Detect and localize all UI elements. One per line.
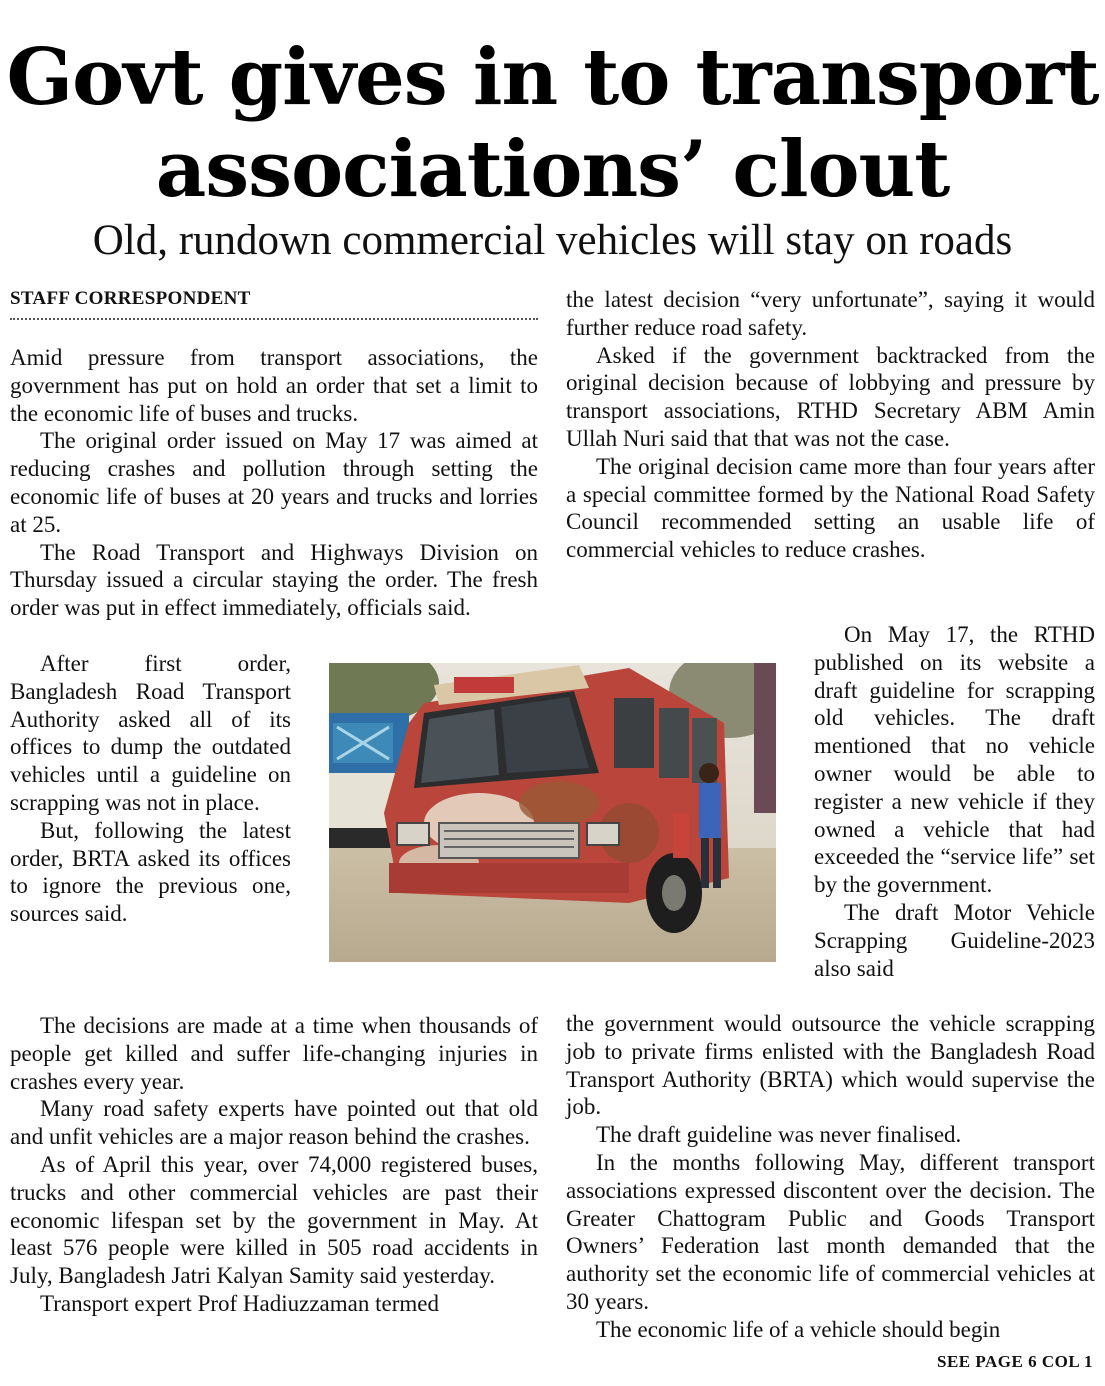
paragraph: the latest decision “very unfortunate”, saying it would further reduce road safety. bbox=[566, 287, 1095, 340]
right-column-bottom bbox=[566, 1010, 1095, 1344]
paragraph: The original order issued on May 17 was aimed at reducing crashes and pollution through setting the economic life of buses at 20 years and trucks and lorries at 25. bbox=[10, 428, 538, 537]
paragraph: Transport expert Prof Hadiuzzaman termed bbox=[40, 1290, 439, 1316]
byline: STAFF CORRESPONDENT bbox=[10, 288, 538, 320]
paragraph: Amid pressure from transport associations, the government has put on hold an order that set a limit to the economic life of buses and trucks. bbox=[10, 345, 538, 426]
continuation-jump-line: SEE PAGE 6 COL 1 bbox=[937, 1352, 1093, 1371]
paragraph: The decisions are made at a time when thousands of people get killed and suffer life-changing injuries in crashes every year. bbox=[10, 1013, 538, 1094]
paragraph: After first order, Bangladesh Road Transport Authority asked all of its offices to dump the outdated vehicles until a guideline on scrapping was not in place. bbox=[10, 651, 291, 815]
paragraph: In the months following May, different transport associations expressed discontent over the decision. The Greater Chattogram Public and Goods Transport Owners’ Federation last month demanded that the authority set the economic life of commercial vehicles at 30 years. bbox=[566, 1149, 1095, 1314]
subheadline: Old, rundown commercial vehicles will stay on roads bbox=[92, 217, 1013, 264]
right-column-beside-photo bbox=[814, 621, 1095, 982]
right-column-top bbox=[566, 286, 1095, 564]
paragraph: On May 17, the RTHD published on its website a draft guideline for scrapping old vehicles. The draft mentioned that no vehicle owner would be able to register a new vehicle if they owned a vehicle that had exceeded the “service life” set by the government. bbox=[814, 622, 1095, 898]
headline bbox=[0, 32, 1105, 216]
paragraph: The Road Transport and Highways Division on Thursday issued a circular staying the order. The fresh order was put in effect immediately, officials said. bbox=[10, 539, 538, 621]
paragraph: The draft Motor Vehicle Scrapping Guideline-2023 also said bbox=[814, 899, 1095, 981]
paragraph: But, following the latest order, BRTA asked its offices to ignore the previous one, sources said. bbox=[10, 817, 291, 927]
headline-line-1: Govt gives in to transport bbox=[6, 32, 1099, 123]
headline-line-2: associations’ clout bbox=[155, 124, 950, 215]
left-column-beside-photo bbox=[10, 650, 291, 928]
paragraph: The economic life of a vehicle should begin bbox=[596, 1316, 1001, 1342]
paragraph: The draft guideline was never finalised. bbox=[596, 1122, 962, 1148]
paragraph: the government would outsource the vehicle scrapping job to private firms enlisted with the Bangladesh Road Transport Authority (BRTA) which would supervise the job. bbox=[566, 1011, 1095, 1120]
paragraph: The original decision came more than four years after a special committee formed by the National Road Safety Council recommended setting an usable life of commercial vehicles to reduce crashes. bbox=[566, 453, 1095, 563]
bus-photo bbox=[329, 663, 776, 962]
left-column-top bbox=[10, 344, 538, 622]
rundown-bus-illustration bbox=[329, 663, 776, 962]
paragraph: As of April this year, over 74,000 registered buses, trucks and other commercial vehicles are past their economic lifespan set by the government in May. At least 576 people were killed in 505 road accidents in July, Bangladesh Jatri Kalyan Samity said yesterday. bbox=[10, 1151, 538, 1289]
paragraph: Many road safety experts have pointed out that old and unfit vehicles are a major reason behind the crashes. bbox=[10, 1096, 538, 1150]
left-column-bottom bbox=[10, 1012, 538, 1318]
paragraph: Asked if the government backtracked from the original decision because of lobbying and pressure by transport associations, RTHD Secretary ABM Amin Ullah Nuri said that that was not the case. bbox=[566, 342, 1095, 451]
